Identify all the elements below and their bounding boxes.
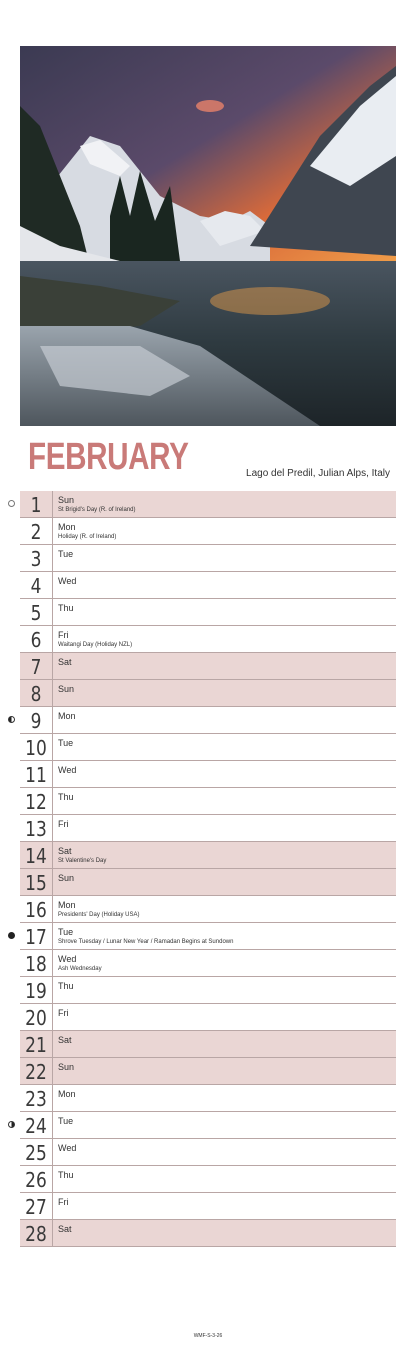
moon-last-icon xyxy=(8,716,15,723)
weekday-label: Tue xyxy=(58,738,74,748)
day-number: 1 xyxy=(30,493,42,517)
weekday-label: Wed xyxy=(58,954,77,964)
weekday-label: Mon xyxy=(58,522,76,532)
day-row xyxy=(20,896,396,923)
divider xyxy=(52,572,53,598)
weekday-label: Tue xyxy=(58,549,74,559)
divider xyxy=(52,491,53,517)
photo-caption: Lago del Predil, Julian Alps, Italy xyxy=(246,468,390,479)
day-number: 8 xyxy=(30,682,42,706)
weekday-label: Mon xyxy=(58,900,76,910)
weekday-label: Tue xyxy=(58,927,74,937)
day-number: 25 xyxy=(25,1141,47,1165)
divider xyxy=(52,896,53,922)
day-row xyxy=(20,1058,396,1085)
weekday-label: Thu xyxy=(58,603,74,613)
divider xyxy=(52,599,53,625)
day-number: 7 xyxy=(30,655,42,679)
day-number: 19 xyxy=(25,979,47,1003)
weekday-label: Tue xyxy=(58,1116,74,1126)
day-note: Presidents' Day (Holiday USA) xyxy=(58,912,140,918)
month-title: FEBRUARY xyxy=(28,436,189,478)
day-number: 6 xyxy=(30,628,42,652)
day-row xyxy=(20,977,396,1004)
divider xyxy=(52,1220,53,1246)
divider xyxy=(52,626,53,652)
divider xyxy=(52,1112,53,1138)
weekday-label: Thu xyxy=(58,981,74,991)
day-note: Ash Wednesday xyxy=(58,966,102,972)
weekday-label: Sun xyxy=(58,1062,75,1072)
day-number: 5 xyxy=(30,601,42,625)
divider xyxy=(52,545,53,571)
day-note: St Valentine's Day xyxy=(58,858,107,864)
day-row xyxy=(20,1166,396,1193)
weekday-label: Sat xyxy=(58,1035,72,1045)
divider xyxy=(52,707,53,733)
divider xyxy=(52,1193,53,1219)
day-note: St Brigid's Day (R. of Ireland) xyxy=(58,507,136,513)
day-number: 11 xyxy=(25,763,47,787)
day-number: 27 xyxy=(25,1195,47,1219)
divider xyxy=(52,761,53,787)
divider xyxy=(52,1085,53,1111)
divider xyxy=(52,1031,53,1057)
divider xyxy=(52,518,53,544)
divider xyxy=(52,1166,53,1192)
divider xyxy=(52,869,53,895)
day-row xyxy=(20,626,396,653)
day-row xyxy=(20,788,396,815)
weekday-label: Sat xyxy=(58,1224,72,1234)
day-row xyxy=(20,680,396,707)
day-row xyxy=(20,1004,396,1031)
day-number: 4 xyxy=(30,574,42,598)
divider xyxy=(52,950,53,976)
divider xyxy=(52,1004,53,1030)
day-number: 23 xyxy=(25,1087,47,1111)
day-number: 15 xyxy=(25,871,47,895)
landscape-photo xyxy=(20,46,396,426)
weekday-label: Sat xyxy=(58,657,72,667)
day-number: 9 xyxy=(30,709,42,733)
day-number: 28 xyxy=(25,1222,47,1246)
day-number: 10 xyxy=(25,736,47,760)
divider xyxy=(52,1058,53,1084)
day-row xyxy=(20,1031,396,1058)
weekday-label: Wed xyxy=(58,765,77,775)
day-row xyxy=(20,545,396,572)
day-row xyxy=(20,923,396,950)
day-number: 13 xyxy=(25,817,47,841)
divider xyxy=(52,923,53,949)
weekday-label: Sun xyxy=(58,684,75,694)
day-row xyxy=(20,761,396,788)
moon-full-icon xyxy=(8,500,15,507)
divider xyxy=(52,680,53,706)
day-row xyxy=(20,950,396,977)
weekday-label: Fri xyxy=(58,1197,69,1207)
day-row xyxy=(20,518,396,545)
day-number: 22 xyxy=(25,1060,47,1084)
weekday-label: Wed xyxy=(58,576,77,586)
calendar-grid xyxy=(20,491,396,1247)
weekday-label: Fri xyxy=(58,1008,69,1018)
day-number: 24 xyxy=(25,1114,47,1138)
day-row xyxy=(20,842,396,869)
divider xyxy=(52,734,53,760)
day-row xyxy=(20,707,396,734)
day-number: 26 xyxy=(25,1168,47,1192)
weekday-label: Thu xyxy=(58,1170,74,1180)
day-row xyxy=(20,1220,396,1247)
weekday-label: Sat xyxy=(58,846,72,856)
day-row xyxy=(20,572,396,599)
day-number: 18 xyxy=(25,952,47,976)
divider xyxy=(52,788,53,814)
day-number: 16 xyxy=(25,898,47,922)
weekday-label: Fri xyxy=(58,630,69,640)
day-row xyxy=(20,815,396,842)
divider xyxy=(52,977,53,1003)
divider xyxy=(52,1139,53,1165)
weekday-label: Fri xyxy=(58,819,69,829)
day-number: 20 xyxy=(25,1006,47,1030)
divider xyxy=(52,653,53,679)
day-note: Holiday (R. of Ireland) xyxy=(58,534,117,540)
day-row xyxy=(20,734,396,761)
day-row xyxy=(20,1112,396,1139)
moon-new-icon xyxy=(8,932,15,939)
day-row xyxy=(20,869,396,896)
product-code: WMF-S-3-26 xyxy=(193,1333,223,1339)
divider xyxy=(52,842,53,868)
day-number: 12 xyxy=(25,790,47,814)
day-note: Waitangi Day (Holiday NZL) xyxy=(58,642,133,648)
moon-first-icon xyxy=(8,1121,15,1128)
day-row xyxy=(20,1085,396,1112)
day-row xyxy=(20,599,396,626)
day-row xyxy=(20,1193,396,1220)
mountain-lake-image xyxy=(20,46,396,426)
day-row xyxy=(20,1139,396,1166)
day-number: 3 xyxy=(30,547,42,571)
day-number: 17 xyxy=(25,925,47,949)
weekday-label: Wed xyxy=(58,1143,77,1153)
weekday-label: Sun xyxy=(58,495,75,505)
day-number: 2 xyxy=(30,520,42,544)
weekday-label: Sun xyxy=(58,873,75,883)
day-number: 14 xyxy=(25,844,47,868)
weekday-label: Mon xyxy=(58,711,76,721)
day-row xyxy=(20,653,396,680)
day-note: Shrove Tuesday / Lunar New Year / Ramadan Begins at Sundown xyxy=(58,939,234,945)
day-number: 21 xyxy=(25,1033,47,1057)
weekday-label: Mon xyxy=(58,1089,76,1099)
day-row xyxy=(20,491,396,518)
divider xyxy=(52,815,53,841)
weekday-label: Thu xyxy=(58,792,74,802)
